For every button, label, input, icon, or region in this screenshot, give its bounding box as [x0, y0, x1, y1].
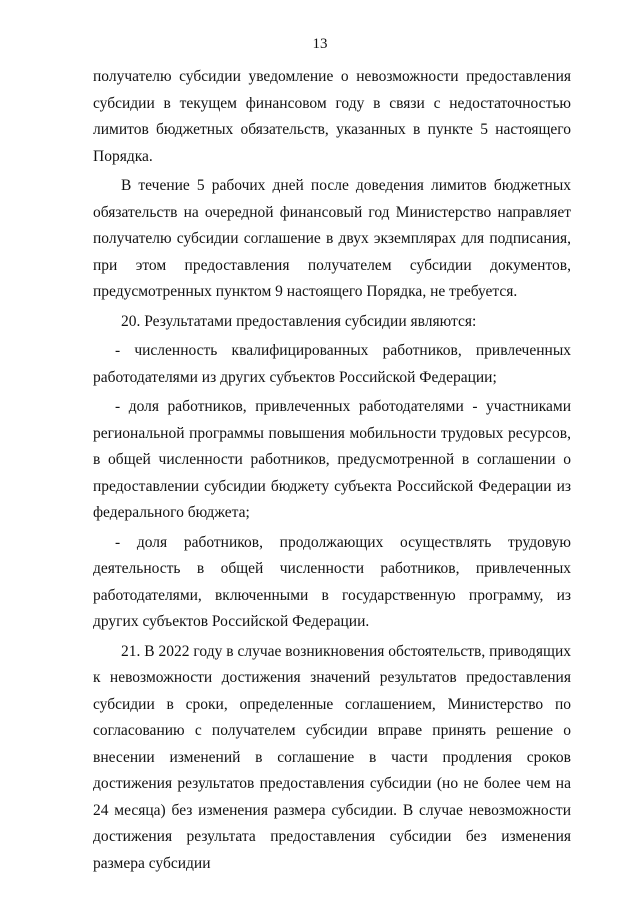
list-item-share-program-participants: - доля работников, привлеченных работодателями - участниками региональной программы повышения мобильности трудовых ресурсов, в общей численности работников, предусмотренной в соглашении о предоставлении субсидии бюджету субъекта Российской Федерации из федерального бюджета; [93, 398, 571, 521]
paragraph-results-heading: 20. Результатами предоставления субсидии являются: [121, 312, 477, 330]
page-number: 13 [312, 36, 328, 52]
paragraph-agreement-timing: В течение 5 рабочих дней после доведения лимитов бюджетных обязательств на очередной финансовый год Министерство направляет получателю субсидии соглашение в двух экземплярах для подписания, при этом предоставления получателем субсидии документов, предусмотренных пунктом 9 настоящего Порядка, не требуется. [93, 177, 571, 300]
list-item-qualified-workers: - численность квалифицированных работников, привлеченных работодателями из других субъектов Российской Федерации; [93, 342, 571, 386]
document-body [93, 64, 571, 877]
list-item-share-continuing-workers: - доля работников, продолжающих осуществлять трудовую деятельность в общей численности работников, привлеченных работодателями, включенными в государственную программу, из других субъектов Российской Федерации. [93, 533, 571, 630]
paragraph-continuation: получателю субсидии уведомление о невозможности предоставления субсидии в текущем финансовом году в связи с недостаточностью лимитов бюджетных обязательств, указанных в пункте 5 настоящего Порядка. [93, 68, 571, 165]
paragraph-item-21: 21. В 2022 году в случае возникновения обстоятельств, приводящих к невозможности достижения значений результатов предоставления субсидии в сроки, определенные соглашением, Министерство по согласованию с получателем субсидии вправе принять решение о внесении изменений в соглашение в части продления сроков достижения результатов предоставления субсидии (но не более чем на 24 месяца) без изменения размера субсидии. В случае невозможности достижения результата предоставления субсидии без изменения размера субсидии [93, 642, 571, 872]
